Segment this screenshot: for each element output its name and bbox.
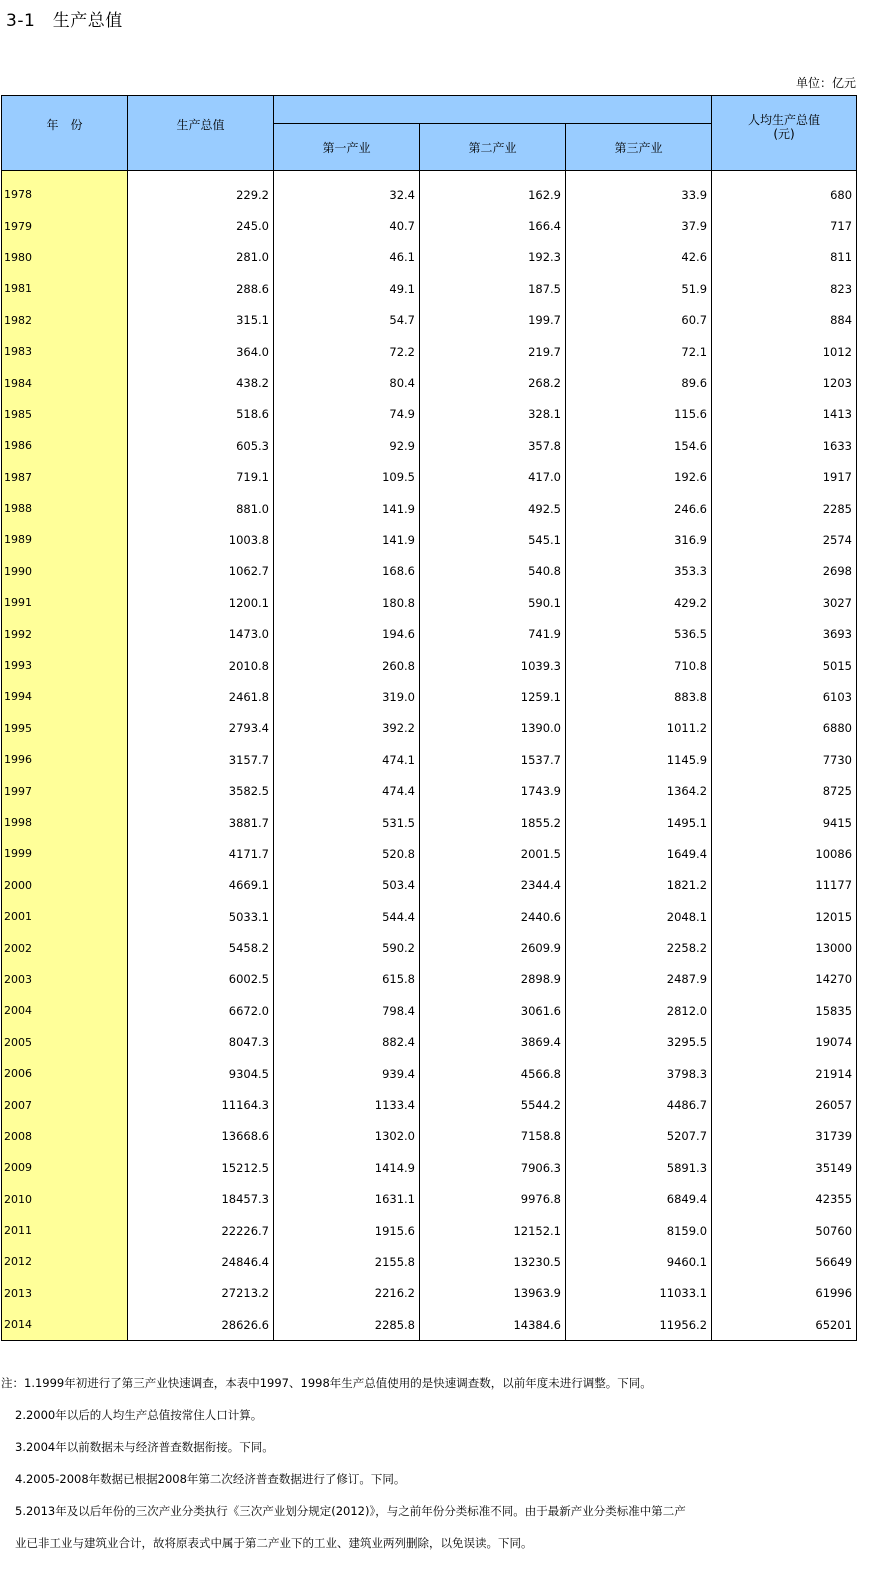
table-row	[2, 1089, 857, 1120]
cell-secondary: 199.7	[420, 305, 566, 336]
cell-per-capita: 884	[712, 305, 857, 336]
cell-year: 1981	[2, 273, 128, 304]
cell-year: 2012	[2, 1246, 128, 1277]
cell-year: 1988	[2, 493, 128, 524]
table-body	[2, 171, 857, 1341]
cell-year: 1982	[2, 305, 128, 336]
cell-gdp: 6002.5	[128, 964, 274, 995]
footnote-6: 业已非工业与建筑业合计，故将原表式中属于第二产业下的工业、建筑业两列删除，以免误读。下同。	[15, 1536, 533, 1550]
cell-gdp: 1200.1	[128, 587, 274, 618]
cell-per-capita: 9415	[712, 807, 857, 838]
cell-gdp: 518.6	[128, 399, 274, 430]
table-row	[2, 462, 857, 493]
cell-primary: 531.5	[274, 807, 420, 838]
cell-tertiary: 4486.7	[566, 1089, 712, 1120]
cell-gdp: 9304.5	[128, 1058, 274, 1089]
cell-per-capita: 50760	[712, 1215, 857, 1246]
cell-primary: 520.8	[274, 838, 420, 869]
cell-tertiary: 6849.4	[566, 1184, 712, 1215]
cell-year: 2004	[2, 995, 128, 1026]
cell-primary: 544.4	[274, 901, 420, 932]
cell-primary: 2155.8	[274, 1246, 420, 1277]
footnotes	[1, 1378, 861, 1570]
cell-per-capita: 2285	[712, 493, 857, 524]
header-secondary: 第二产业	[420, 124, 566, 171]
table-row	[2, 305, 857, 336]
cell-per-capita: 21914	[712, 1058, 857, 1089]
cell-primary: 92.9	[274, 430, 420, 461]
cell-tertiary: 536.5	[566, 618, 712, 649]
table-row	[2, 870, 857, 901]
cell-gdp: 2010.8	[128, 650, 274, 681]
cell-primary: 1414.9	[274, 1152, 420, 1183]
cell-gdp: 4171.7	[128, 838, 274, 869]
cell-tertiary: 5207.7	[566, 1121, 712, 1152]
cell-tertiary: 2487.9	[566, 964, 712, 995]
header-tertiary: 第三产业	[566, 124, 712, 171]
cell-per-capita: 65201	[712, 1309, 857, 1341]
cell-per-capita: 680	[712, 171, 857, 211]
footnote-4: 4.2005-2008年数据已根据2008年第二次经济普查数据进行了修订。下同。	[15, 1472, 406, 1486]
cell-primary: 939.4	[274, 1058, 420, 1089]
table-row	[2, 650, 857, 681]
cell-secondary: 13230.5	[420, 1246, 566, 1277]
cell-gdp: 438.2	[128, 367, 274, 398]
header-year-label: 年 份	[46, 117, 83, 132]
cell-year: 2010	[2, 1184, 128, 1215]
cell-secondary: 417.0	[420, 462, 566, 493]
cell-gdp: 5458.2	[128, 932, 274, 963]
cell-primary: 194.6	[274, 618, 420, 649]
cell-year: 1991	[2, 587, 128, 618]
cell-year: 2000	[2, 870, 128, 901]
footnote-3: 3.2004年以前数据未与经济普查数据衔接。下同。	[15, 1440, 274, 1454]
cell-primary: 72.2	[274, 336, 420, 367]
cell-year: 1986	[2, 430, 128, 461]
cell-primary: 392.2	[274, 713, 420, 744]
cell-year: 1983	[2, 336, 128, 367]
cell-secondary: 3869.4	[420, 1027, 566, 1058]
cell-year: 2009	[2, 1152, 128, 1183]
cell-secondary: 2609.9	[420, 932, 566, 963]
header-gdp	[128, 96, 274, 171]
cell-year: 1992	[2, 618, 128, 649]
table-header	[2, 96, 857, 171]
cell-per-capita: 8725	[712, 775, 857, 806]
cell-secondary: 2001.5	[420, 838, 566, 869]
cell-year: 2002	[2, 932, 128, 963]
cell-per-capita: 2698	[712, 556, 857, 587]
cell-year: 2007	[2, 1089, 128, 1120]
cell-primary: 615.8	[274, 964, 420, 995]
cell-tertiary: 1364.2	[566, 775, 712, 806]
cell-per-capita: 2574	[712, 524, 857, 555]
cell-tertiary: 316.9	[566, 524, 712, 555]
cell-per-capita: 3693	[712, 618, 857, 649]
cell-per-capita: 5015	[712, 650, 857, 681]
cell-tertiary: 883.8	[566, 681, 712, 712]
cell-per-capita: 61996	[712, 1278, 857, 1309]
cell-primary: 168.6	[274, 556, 420, 587]
cell-primary: 503.4	[274, 870, 420, 901]
table-row	[2, 1309, 857, 1341]
cell-tertiary: 42.6	[566, 242, 712, 273]
cell-secondary: 1259.1	[420, 681, 566, 712]
table-row	[2, 556, 857, 587]
header-per-capita	[712, 96, 857, 171]
cell-primary: 882.4	[274, 1027, 420, 1058]
cell-primary: 474.4	[274, 775, 420, 806]
cell-secondary: 590.1	[420, 587, 566, 618]
cell-per-capita: 31739	[712, 1121, 857, 1152]
cell-gdp: 22226.7	[128, 1215, 274, 1246]
table-row	[2, 587, 857, 618]
cell-primary: 2216.2	[274, 1278, 420, 1309]
cell-gdp: 4669.1	[128, 870, 274, 901]
table-row	[2, 399, 857, 430]
cell-secondary: 14384.6	[420, 1309, 566, 1341]
cell-secondary: 219.7	[420, 336, 566, 367]
cell-secondary: 162.9	[420, 171, 566, 211]
cell-primary: 40.7	[274, 210, 420, 241]
cell-primary: 319.0	[274, 681, 420, 712]
cell-per-capita: 12015	[712, 901, 857, 932]
table-row	[2, 964, 857, 995]
cell-per-capita: 14270	[712, 964, 857, 995]
table-row	[2, 1121, 857, 1152]
cell-gdp: 3582.5	[128, 775, 274, 806]
cell-gdp: 605.3	[128, 430, 274, 461]
cell-per-capita: 26057	[712, 1089, 857, 1120]
cell-primary: 141.9	[274, 493, 420, 524]
cell-gdp: 2793.4	[128, 713, 274, 744]
cell-gdp: 24846.4	[128, 1246, 274, 1277]
header-industry-group	[274, 96, 712, 124]
cell-year: 2014	[2, 1309, 128, 1341]
table-row	[2, 1058, 857, 1089]
gdp-table	[1, 95, 856, 1341]
cell-primary: 80.4	[274, 367, 420, 398]
cell-tertiary: 60.7	[566, 305, 712, 336]
cell-tertiary: 2812.0	[566, 995, 712, 1026]
cell-per-capita: 1633	[712, 430, 857, 461]
cell-secondary: 3061.6	[420, 995, 566, 1026]
cell-gdp: 15212.5	[128, 1152, 274, 1183]
cell-primary: 474.1	[274, 744, 420, 775]
cell-per-capita: 6103	[712, 681, 857, 712]
cell-year: 2008	[2, 1121, 128, 1152]
cell-gdp: 315.1	[128, 305, 274, 336]
header-per-capita-line2: (元)	[773, 127, 795, 141]
cell-secondary: 187.5	[420, 273, 566, 304]
cell-primary: 1631.1	[274, 1184, 420, 1215]
table-row	[2, 242, 857, 273]
cell-tertiary: 11956.2	[566, 1309, 712, 1341]
cell-tertiary: 3295.5	[566, 1027, 712, 1058]
cell-tertiary: 154.6	[566, 430, 712, 461]
cell-primary: 798.4	[274, 995, 420, 1026]
table-row	[2, 171, 857, 211]
cell-year: 1980	[2, 242, 128, 273]
cell-gdp: 1473.0	[128, 618, 274, 649]
cell-year: 1987	[2, 462, 128, 493]
table-row	[2, 995, 857, 1026]
cell-primary: 2285.8	[274, 1309, 420, 1341]
footnote-5: 5.2013年及以后年份的三次产业分类执行《三次产业划分规定(2012)》，与之前年份分类标准不同。由于最新产业分类标准中第二产	[15, 1504, 686, 1518]
table-row	[2, 273, 857, 304]
cell-tertiary: 1011.2	[566, 713, 712, 744]
cell-tertiary: 89.6	[566, 367, 712, 398]
table-row	[2, 1152, 857, 1183]
cell-tertiary: 8159.0	[566, 1215, 712, 1246]
cell-secondary: 540.8	[420, 556, 566, 587]
cell-secondary: 2898.9	[420, 964, 566, 995]
table-row	[2, 807, 857, 838]
cell-secondary: 7158.8	[420, 1121, 566, 1152]
cell-secondary: 492.5	[420, 493, 566, 524]
cell-year: 2005	[2, 1027, 128, 1058]
cell-per-capita: 10086	[712, 838, 857, 869]
cell-primary: 109.5	[274, 462, 420, 493]
cell-year: 1995	[2, 713, 128, 744]
cell-gdp: 3881.7	[128, 807, 274, 838]
header-year	[2, 96, 128, 171]
table-row	[2, 1215, 857, 1246]
table-row	[2, 681, 857, 712]
header-gdp-label: 生产总值	[176, 117, 225, 132]
cell-gdp: 5033.1	[128, 901, 274, 932]
cell-primary: 32.4	[274, 171, 420, 211]
table-row	[2, 367, 857, 398]
cell-year: 1998	[2, 807, 128, 838]
cell-secondary: 5544.2	[420, 1089, 566, 1120]
cell-per-capita: 7730	[712, 744, 857, 775]
cell-secondary: 1855.2	[420, 807, 566, 838]
cell-year: 1985	[2, 399, 128, 430]
cell-primary: 141.9	[274, 524, 420, 555]
cell-per-capita: 13000	[712, 932, 857, 963]
table-row	[2, 1246, 857, 1277]
cell-primary: 590.2	[274, 932, 420, 963]
cell-tertiary: 115.6	[566, 399, 712, 430]
cell-gdp: 1003.8	[128, 524, 274, 555]
table-row	[2, 1184, 857, 1215]
table-row	[2, 618, 857, 649]
cell-primary: 1915.6	[274, 1215, 420, 1246]
cell-per-capita: 19074	[712, 1027, 857, 1058]
table-row	[2, 210, 857, 241]
table-row	[2, 524, 857, 555]
cell-gdp: 27213.2	[128, 1278, 274, 1309]
cell-secondary: 192.3	[420, 242, 566, 273]
cell-year: 1984	[2, 367, 128, 398]
cell-secondary: 1390.0	[420, 713, 566, 744]
cell-year: 1978	[2, 171, 128, 211]
cell-secondary: 741.9	[420, 618, 566, 649]
cell-year: 1990	[2, 556, 128, 587]
table-row	[2, 901, 857, 932]
cell-gdp: 364.0	[128, 336, 274, 367]
cell-per-capita: 6880	[712, 713, 857, 744]
cell-gdp: 8047.3	[128, 1027, 274, 1058]
cell-per-capita: 823	[712, 273, 857, 304]
cell-tertiary: 5891.3	[566, 1152, 712, 1183]
cell-secondary: 328.1	[420, 399, 566, 430]
cell-per-capita: 811	[712, 242, 857, 273]
cell-tertiary: 37.9	[566, 210, 712, 241]
footnote-2: 2.2000年以后的人均生产总值按常住人口计算。	[15, 1408, 263, 1422]
cell-per-capita: 1012	[712, 336, 857, 367]
cell-secondary: 13963.9	[420, 1278, 566, 1309]
cell-secondary: 268.2	[420, 367, 566, 398]
cell-per-capita: 3027	[712, 587, 857, 618]
cell-year: 2011	[2, 1215, 128, 1246]
cell-secondary: 2440.6	[420, 901, 566, 932]
cell-tertiary: 1495.1	[566, 807, 712, 838]
cell-gdp: 2461.8	[128, 681, 274, 712]
cell-secondary: 545.1	[420, 524, 566, 555]
cell-tertiary: 192.6	[566, 462, 712, 493]
cell-primary: 180.8	[274, 587, 420, 618]
cell-gdp: 281.0	[128, 242, 274, 273]
cell-per-capita: 717	[712, 210, 857, 241]
header-per-capita-line1: 人均生产总值	[748, 113, 821, 127]
cell-secondary: 357.8	[420, 430, 566, 461]
cell-tertiary: 246.6	[566, 493, 712, 524]
table-row	[2, 744, 857, 775]
page-title: 3-1 生产总值	[6, 11, 123, 31]
cell-gdp: 229.2	[128, 171, 274, 211]
cell-year: 1997	[2, 775, 128, 806]
cell-per-capita: 35149	[712, 1152, 857, 1183]
cell-year: 2003	[2, 964, 128, 995]
cell-tertiary: 1145.9	[566, 744, 712, 775]
cell-year: 1999	[2, 838, 128, 869]
cell-per-capita: 11177	[712, 870, 857, 901]
cell-per-capita: 1203	[712, 367, 857, 398]
table-row	[2, 493, 857, 524]
cell-year: 1996	[2, 744, 128, 775]
cell-gdp: 881.0	[128, 493, 274, 524]
unit-label: 单位：亿元	[795, 76, 856, 90]
cell-tertiary: 9460.1	[566, 1246, 712, 1277]
cell-primary: 46.1	[274, 242, 420, 273]
table-row	[2, 430, 857, 461]
cell-gdp: 28626.6	[128, 1309, 274, 1341]
cell-primary: 74.9	[274, 399, 420, 430]
cell-tertiary: 2258.2	[566, 932, 712, 963]
cell-tertiary: 3798.3	[566, 1058, 712, 1089]
cell-secondary: 9976.8	[420, 1184, 566, 1215]
cell-gdp: 18457.3	[128, 1184, 274, 1215]
table-row	[2, 932, 857, 963]
cell-year: 1989	[2, 524, 128, 555]
cell-gdp: 6672.0	[128, 995, 274, 1026]
cell-year: 2001	[2, 901, 128, 932]
cell-year: 1993	[2, 650, 128, 681]
cell-gdp: 719.1	[128, 462, 274, 493]
cell-per-capita: 1413	[712, 399, 857, 430]
cell-per-capita: 42355	[712, 1184, 857, 1215]
cell-tertiary: 33.9	[566, 171, 712, 211]
cell-gdp: 3157.7	[128, 744, 274, 775]
cell-tertiary: 353.3	[566, 556, 712, 587]
cell-tertiary: 72.1	[566, 336, 712, 367]
cell-per-capita: 56649	[712, 1246, 857, 1277]
cell-secondary: 1537.7	[420, 744, 566, 775]
cell-secondary: 2344.4	[420, 870, 566, 901]
cell-secondary: 1039.3	[420, 650, 566, 681]
table-row	[2, 713, 857, 744]
cell-tertiary: 1821.2	[566, 870, 712, 901]
table-row	[2, 838, 857, 869]
cell-year: 1979	[2, 210, 128, 241]
cell-gdp: 245.0	[128, 210, 274, 241]
cell-secondary: 1743.9	[420, 775, 566, 806]
cell-primary: 260.8	[274, 650, 420, 681]
cell-gdp: 288.6	[128, 273, 274, 304]
cell-secondary: 4566.8	[420, 1058, 566, 1089]
table-row	[2, 775, 857, 806]
table-row	[2, 1027, 857, 1058]
cell-per-capita: 15835	[712, 995, 857, 1026]
footnote-1: 注：1.1999年初进行了第三产业快速调查，本表中1997、1998年生产总值使用的是快速调查数，以前年度未进行调整。下同。	[1, 1376, 652, 1390]
cell-primary: 49.1	[274, 273, 420, 304]
cell-tertiary: 2048.1	[566, 901, 712, 932]
cell-tertiary: 429.2	[566, 587, 712, 618]
table-row	[2, 1278, 857, 1309]
cell-secondary: 166.4	[420, 210, 566, 241]
cell-secondary: 7906.3	[420, 1152, 566, 1183]
cell-gdp: 13668.6	[128, 1121, 274, 1152]
cell-tertiary: 51.9	[566, 273, 712, 304]
cell-secondary: 12152.1	[420, 1215, 566, 1246]
cell-primary: 54.7	[274, 305, 420, 336]
cell-gdp: 1062.7	[128, 556, 274, 587]
cell-per-capita: 1917	[712, 462, 857, 493]
cell-year: 2006	[2, 1058, 128, 1089]
table-row	[2, 336, 857, 367]
header-primary: 第一产业	[274, 124, 420, 171]
cell-year: 1994	[2, 681, 128, 712]
cell-primary: 1133.4	[274, 1089, 420, 1120]
cell-tertiary: 11033.1	[566, 1278, 712, 1309]
cell-tertiary: 710.8	[566, 650, 712, 681]
cell-year: 2013	[2, 1278, 128, 1309]
cell-primary: 1302.0	[274, 1121, 420, 1152]
cell-tertiary: 1649.4	[566, 838, 712, 869]
cell-gdp: 11164.3	[128, 1089, 274, 1120]
